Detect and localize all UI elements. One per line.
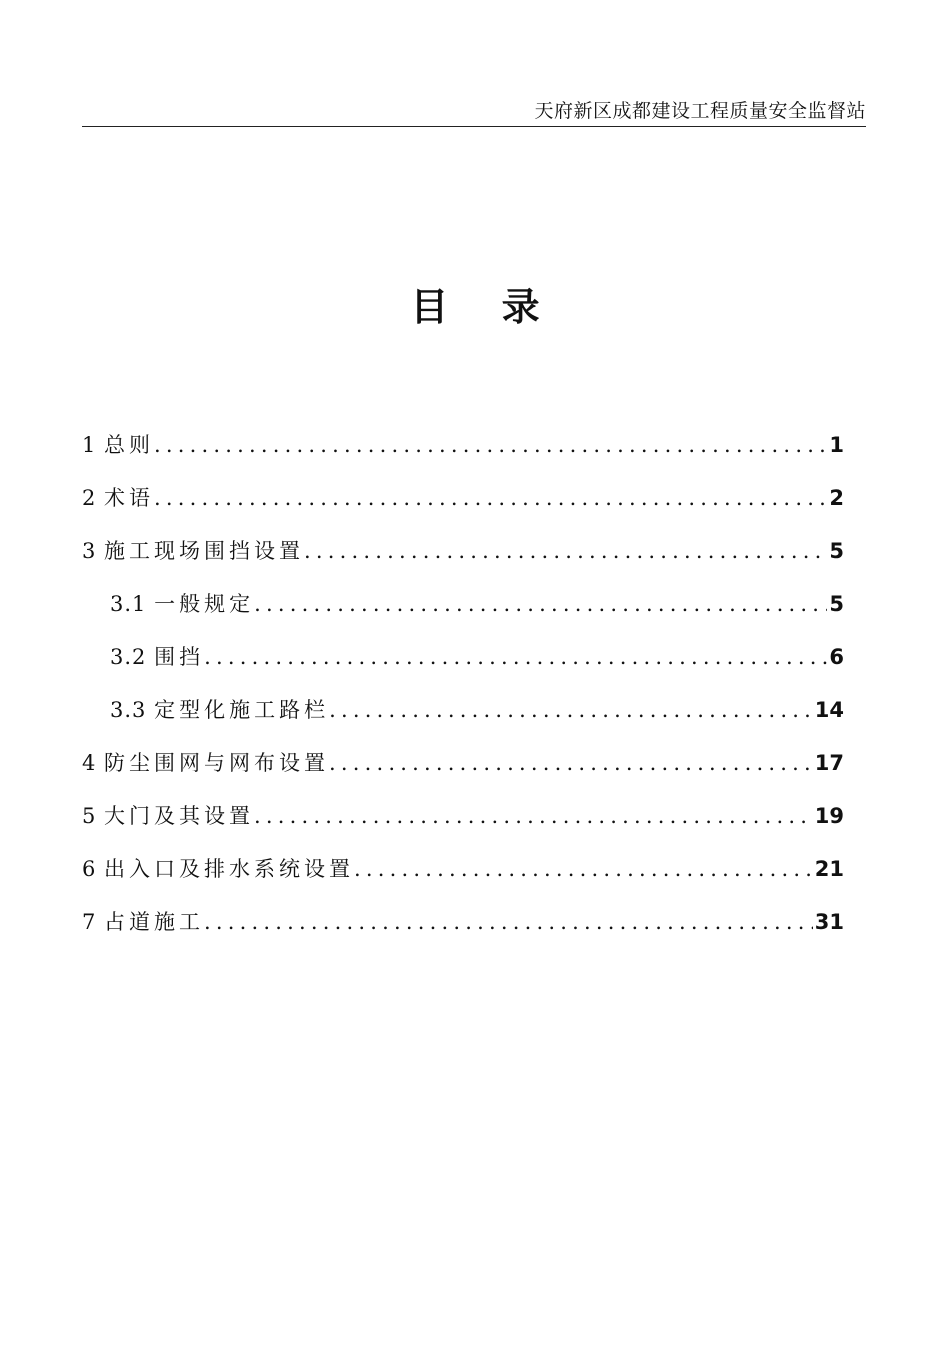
toc-entry[interactable] <box>82 467 844 520</box>
toc-entry-number: 3.3 <box>110 698 155 722</box>
header-organization: 天府新区成都建设工程质量安全监督站 <box>534 100 866 122</box>
toc-entry[interactable] <box>82 414 844 467</box>
toc-entry-label: 防尘围网与网布设置 <box>104 751 330 775</box>
toc-entry-number: 5 <box>82 804 105 828</box>
toc-entry-label: 术语 <box>104 486 155 510</box>
toc-entry[interactable] <box>82 732 844 785</box>
toc-entry[interactable] <box>82 891 844 944</box>
toc-entry-number: 6 <box>82 857 105 881</box>
page-header <box>82 92 866 127</box>
toc-leader-dots <box>154 486 827 510</box>
toc-entry-page: 31 <box>814 910 844 934</box>
toc-leader-dots <box>304 539 827 563</box>
toc-entry-label: 一般规定 <box>154 592 255 616</box>
toc-entry-label: 施工现场围挡设置 <box>104 539 305 563</box>
toc-entry-page: 21 <box>814 857 844 881</box>
toc-entry-label: 总则 <box>104 433 155 457</box>
toc-entry-label: 出入口及排水系统设置 <box>104 857 355 881</box>
toc-leader-dots <box>204 910 813 934</box>
toc-leader-dots <box>204 645 827 669</box>
page-title: 目 录 <box>410 285 560 329</box>
toc-entry-page: 1 <box>829 433 844 457</box>
toc-entry-page: 6 <box>829 645 844 669</box>
toc-leader-dots <box>254 592 827 616</box>
toc-entry-number: 3 <box>82 539 105 563</box>
toc-entry-number: 1 <box>82 433 105 457</box>
toc-entry[interactable] <box>82 573 844 626</box>
toc-entry-number: 3.1 <box>110 592 155 616</box>
toc-entry-page: 14 <box>814 698 844 722</box>
toc-entry-number: 3.2 <box>110 645 155 669</box>
toc-entry-page: 19 <box>814 804 844 828</box>
toc-entry[interactable] <box>82 626 844 679</box>
toc-entry-page: 2 <box>829 486 844 510</box>
toc-entry-number: 7 <box>82 910 105 934</box>
toc-entry-label: 围挡 <box>154 645 205 669</box>
toc-entry-page: 5 <box>829 592 844 616</box>
toc-leader-dots <box>154 433 827 457</box>
toc-entry-label: 定型化施工路栏 <box>154 698 330 722</box>
toc-leader-dots <box>329 751 813 775</box>
toc-entry-number: 2 <box>82 486 105 510</box>
toc-entry-page: 17 <box>814 751 844 775</box>
table-of-contents <box>82 414 844 944</box>
toc-leader-dots <box>254 804 813 828</box>
toc-leader-dots <box>354 857 813 881</box>
toc-entry-number: 4 <box>82 751 105 775</box>
toc-leader-dots <box>329 698 813 722</box>
toc-entry-page: 5 <box>829 539 844 563</box>
toc-entry-label: 占道施工 <box>104 910 205 934</box>
toc-entry-label: 大门及其设置 <box>104 804 255 828</box>
toc-entry[interactable] <box>82 838 844 891</box>
toc-entry[interactable] <box>82 785 844 838</box>
toc-entry[interactable] <box>82 679 844 732</box>
toc-entry[interactable] <box>82 520 844 573</box>
